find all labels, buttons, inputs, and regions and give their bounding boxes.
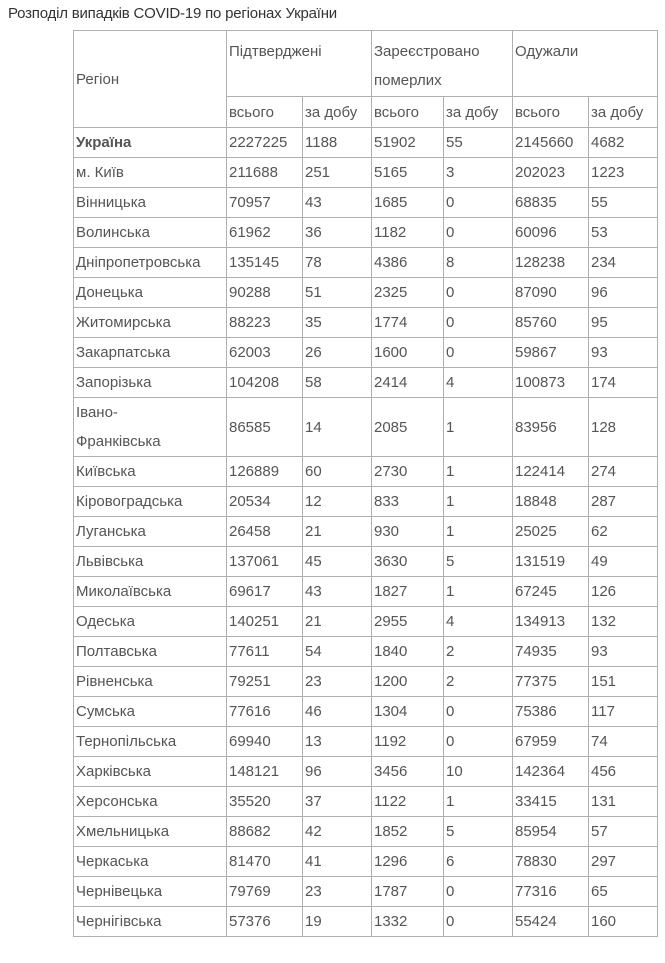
deaths-daily: 1 xyxy=(444,398,513,457)
recovered-daily: 95 xyxy=(589,308,658,338)
region-name: Чернігівська xyxy=(74,907,227,937)
confirmed-total: 26458 xyxy=(227,517,303,547)
region-name: Рівненська xyxy=(74,667,227,697)
confirmed-total: 86585 xyxy=(227,398,303,457)
region-name: Хмельницька xyxy=(74,817,227,847)
confirmed-daily: 60 xyxy=(303,457,372,487)
deaths-total: 1840 xyxy=(372,637,444,667)
recovered-total: 77375 xyxy=(513,667,589,697)
confirmed-total: 20534 xyxy=(227,487,303,517)
recovered-daily: 96 xyxy=(589,278,658,308)
region-name: Черкаська xyxy=(74,847,227,877)
confirmed-daily: 46 xyxy=(303,697,372,727)
deaths-total: 1192 xyxy=(372,727,444,757)
header-deaths: Зареєстровано померлих xyxy=(372,31,513,97)
region-name: Вінницька xyxy=(74,188,227,218)
recovered-total: 59867 xyxy=(513,338,589,368)
table-row xyxy=(74,188,658,218)
recovered-total: 33415 xyxy=(513,787,589,817)
region-name: Житомирська xyxy=(74,308,227,338)
confirmed-daily: 14 xyxy=(303,398,372,457)
confirmed-daily: 51 xyxy=(303,278,372,308)
recovered-daily: 128 xyxy=(589,398,658,457)
confirmed-total: 90288 xyxy=(227,278,303,308)
confirmed-daily: 54 xyxy=(303,637,372,667)
recovered-daily: 234 xyxy=(589,248,658,278)
recovered-daily: 4682 xyxy=(589,128,658,158)
confirmed-daily: 19 xyxy=(303,907,372,937)
region-name: Луганська xyxy=(74,517,227,547)
deaths-daily: 5 xyxy=(444,547,513,577)
deaths-total: 1600 xyxy=(372,338,444,368)
confirmed-total: 135145 xyxy=(227,248,303,278)
region-name: Запорізька xyxy=(74,368,227,398)
deaths-daily: 55 xyxy=(444,128,513,158)
recovered-total: 55424 xyxy=(513,907,589,937)
recovered-total: 18848 xyxy=(513,487,589,517)
header-confirmed-total: всього xyxy=(227,97,303,128)
deaths-daily: 0 xyxy=(444,218,513,248)
deaths-daily: 3 xyxy=(444,158,513,188)
recovered-daily: 274 xyxy=(589,457,658,487)
deaths-total: 1827 xyxy=(372,577,444,607)
deaths-total: 1200 xyxy=(372,667,444,697)
confirmed-total: 61962 xyxy=(227,218,303,248)
table-row xyxy=(74,637,658,667)
deaths-total: 930 xyxy=(372,517,444,547)
confirmed-total: 140251 xyxy=(227,607,303,637)
deaths-total: 1182 xyxy=(372,218,444,248)
recovered-daily: 74 xyxy=(589,727,658,757)
recovered-total: 134913 xyxy=(513,607,589,637)
recovered-daily: 117 xyxy=(589,697,658,727)
header-confirmed-daily: за добу xyxy=(303,97,372,128)
deaths-total: 1774 xyxy=(372,308,444,338)
deaths-daily: 4 xyxy=(444,607,513,637)
deaths-total: 4386 xyxy=(372,248,444,278)
deaths-total: 2730 xyxy=(372,457,444,487)
confirmed-daily: 251 xyxy=(303,158,372,188)
deaths-daily: 0 xyxy=(444,278,513,308)
confirmed-total: 81470 xyxy=(227,847,303,877)
recovered-daily: 287 xyxy=(589,487,658,517)
table-row xyxy=(74,907,658,937)
confirmed-daily: 96 xyxy=(303,757,372,787)
recovered-daily: 151 xyxy=(589,667,658,697)
table-row xyxy=(74,128,658,158)
recovered-daily: 53 xyxy=(589,218,658,248)
confirmed-total: 79769 xyxy=(227,877,303,907)
recovered-total: 122414 xyxy=(513,457,589,487)
table-row xyxy=(74,697,658,727)
deaths-daily: 0 xyxy=(444,338,513,368)
header-region: Регіон xyxy=(74,31,227,128)
deaths-daily: 1 xyxy=(444,487,513,517)
deaths-daily: 1 xyxy=(444,577,513,607)
recovered-total: 2145660 xyxy=(513,128,589,158)
recovered-daily: 49 xyxy=(589,547,658,577)
table-row xyxy=(74,368,658,398)
deaths-total: 2955 xyxy=(372,607,444,637)
confirmed-daily: 45 xyxy=(303,547,372,577)
deaths-total: 1296 xyxy=(372,847,444,877)
recovered-daily: 131 xyxy=(589,787,658,817)
table-row xyxy=(74,398,658,457)
confirmed-total: 69940 xyxy=(227,727,303,757)
region-name: Одеська xyxy=(74,607,227,637)
confirmed-daily: 1188 xyxy=(303,128,372,158)
recovered-daily: 93 xyxy=(589,338,658,368)
recovered-total: 100873 xyxy=(513,368,589,398)
confirmed-daily: 23 xyxy=(303,667,372,697)
confirmed-daily: 78 xyxy=(303,248,372,278)
confirmed-total: 148121 xyxy=(227,757,303,787)
header-recovered-total: всього xyxy=(513,97,589,128)
deaths-total: 1122 xyxy=(372,787,444,817)
confirmed-daily: 35 xyxy=(303,308,372,338)
confirmed-total: 77616 xyxy=(227,697,303,727)
confirmed-daily: 26 xyxy=(303,338,372,368)
region-name: Полтавська xyxy=(74,637,227,667)
deaths-daily: 5 xyxy=(444,817,513,847)
recovered-total: 85760 xyxy=(513,308,589,338)
recovered-total: 85954 xyxy=(513,817,589,847)
confirmed-total: 57376 xyxy=(227,907,303,937)
confirmed-daily: 21 xyxy=(303,517,372,547)
table-row xyxy=(74,757,658,787)
recovered-total: 74935 xyxy=(513,637,589,667)
region-name: Миколаївська xyxy=(74,577,227,607)
recovered-daily: 160 xyxy=(589,907,658,937)
recovered-daily: 57 xyxy=(589,817,658,847)
confirmed-daily: 37 xyxy=(303,787,372,817)
region-name: Сумська xyxy=(74,697,227,727)
region-name: Івано- Франківська xyxy=(74,398,227,457)
region-name: Київська xyxy=(74,457,227,487)
deaths-total: 3630 xyxy=(372,547,444,577)
recovered-total: 83956 xyxy=(513,398,589,457)
confirmed-daily: 41 xyxy=(303,847,372,877)
recovered-total: 67959 xyxy=(513,727,589,757)
recovered-total: 67245 xyxy=(513,577,589,607)
recovered-total: 202023 xyxy=(513,158,589,188)
table-row xyxy=(74,457,658,487)
recovered-total: 60096 xyxy=(513,218,589,248)
table-row xyxy=(74,607,658,637)
header-recovered-daily: за добу xyxy=(589,97,658,128)
recovered-total: 131519 xyxy=(513,547,589,577)
table-row xyxy=(74,667,658,697)
recovered-daily: 297 xyxy=(589,847,658,877)
region-name: Херсонська xyxy=(74,787,227,817)
table-row xyxy=(74,787,658,817)
confirmed-total: 88223 xyxy=(227,308,303,338)
table-row xyxy=(74,487,658,517)
table-row xyxy=(74,577,658,607)
region-name: Чернівецька xyxy=(74,877,227,907)
deaths-total: 2414 xyxy=(372,368,444,398)
table-row xyxy=(74,877,658,907)
deaths-total: 2325 xyxy=(372,278,444,308)
table-row xyxy=(74,158,658,188)
deaths-daily: 0 xyxy=(444,188,513,218)
deaths-total: 1787 xyxy=(372,877,444,907)
region-name: Дніпропетровська xyxy=(74,248,227,278)
region-name: Закарпатська xyxy=(74,338,227,368)
recovered-total: 87090 xyxy=(513,278,589,308)
table-row xyxy=(74,517,658,547)
deaths-daily: 0 xyxy=(444,308,513,338)
confirmed-total: 2227225 xyxy=(227,128,303,158)
confirmed-total: 137061 xyxy=(227,547,303,577)
confirmed-daily: 21 xyxy=(303,607,372,637)
deaths-daily: 1 xyxy=(444,517,513,547)
recovered-daily: 132 xyxy=(589,607,658,637)
confirmed-total: 77611 xyxy=(227,637,303,667)
header-confirmed: Підтверджені xyxy=(227,31,372,97)
covid-regions-table xyxy=(73,30,658,937)
confirmed-total: 70957 xyxy=(227,188,303,218)
confirmed-total: 79251 xyxy=(227,667,303,697)
table-row xyxy=(74,727,658,757)
deaths-daily: 0 xyxy=(444,697,513,727)
region-name: Кіровоградська xyxy=(74,487,227,517)
deaths-daily: 0 xyxy=(444,727,513,757)
confirmed-daily: 23 xyxy=(303,877,372,907)
deaths-total: 2085 xyxy=(372,398,444,457)
recovered-daily: 65 xyxy=(589,877,658,907)
deaths-total: 833 xyxy=(372,487,444,517)
recovered-total: 142364 xyxy=(513,757,589,787)
confirmed-daily: 36 xyxy=(303,218,372,248)
confirmed-daily: 13 xyxy=(303,727,372,757)
deaths-daily: 6 xyxy=(444,847,513,877)
region-name: Львівська xyxy=(74,547,227,577)
confirmed-total: 62003 xyxy=(227,338,303,368)
table-row xyxy=(74,248,658,278)
deaths-daily: 1 xyxy=(444,457,513,487)
recovered-daily: 456 xyxy=(589,757,658,787)
recovered-total: 68835 xyxy=(513,188,589,218)
region-name: Волинська xyxy=(74,218,227,248)
table-row xyxy=(74,308,658,338)
recovered-daily: 1223 xyxy=(589,158,658,188)
deaths-total: 5165 xyxy=(372,158,444,188)
confirmed-total: 69617 xyxy=(227,577,303,607)
recovered-daily: 62 xyxy=(589,517,658,547)
header-recovered: Одужали xyxy=(513,31,658,97)
recovered-total: 25025 xyxy=(513,517,589,547)
deaths-total: 1304 xyxy=(372,697,444,727)
deaths-total: 1852 xyxy=(372,817,444,847)
confirmed-total: 35520 xyxy=(227,787,303,817)
deaths-daily: 1 xyxy=(444,787,513,817)
header-deaths-total: всього xyxy=(372,97,444,128)
recovered-daily: 174 xyxy=(589,368,658,398)
table-row xyxy=(74,817,658,847)
table-row xyxy=(74,278,658,308)
recovered-total: 128238 xyxy=(513,248,589,278)
confirmed-daily: 12 xyxy=(303,487,372,517)
confirmed-total: 211688 xyxy=(227,158,303,188)
deaths-daily: 2 xyxy=(444,637,513,667)
confirmed-daily: 42 xyxy=(303,817,372,847)
header-deaths-daily: за добу xyxy=(444,97,513,128)
confirmed-daily: 43 xyxy=(303,577,372,607)
region-name: Україна xyxy=(74,128,227,158)
table-row xyxy=(74,547,658,577)
confirmed-total: 88682 xyxy=(227,817,303,847)
confirmed-daily: 43 xyxy=(303,188,372,218)
deaths-total: 3456 xyxy=(372,757,444,787)
region-name: Донецька xyxy=(74,278,227,308)
deaths-daily: 4 xyxy=(444,368,513,398)
deaths-daily: 0 xyxy=(444,877,513,907)
deaths-daily: 8 xyxy=(444,248,513,278)
recovered-total: 78830 xyxy=(513,847,589,877)
recovered-total: 77316 xyxy=(513,877,589,907)
table-row xyxy=(74,847,658,877)
deaths-total: 1685 xyxy=(372,188,444,218)
deaths-total: 51902 xyxy=(372,128,444,158)
page-title: Розподіл випадків COVID-19 по регіонах України xyxy=(8,5,337,22)
region-name: м. Київ xyxy=(74,158,227,188)
deaths-daily: 2 xyxy=(444,667,513,697)
deaths-daily: 0 xyxy=(444,907,513,937)
recovered-daily: 93 xyxy=(589,637,658,667)
recovered-daily: 126 xyxy=(589,577,658,607)
table-row xyxy=(74,218,658,248)
confirmed-total: 126889 xyxy=(227,457,303,487)
region-name: Харківська xyxy=(74,757,227,787)
recovered-daily: 55 xyxy=(589,188,658,218)
confirmed-total: 104208 xyxy=(227,368,303,398)
confirmed-daily: 58 xyxy=(303,368,372,398)
region-name: Тернопільська xyxy=(74,727,227,757)
deaths-total: 1332 xyxy=(372,907,444,937)
deaths-daily: 10 xyxy=(444,757,513,787)
table-row xyxy=(74,338,658,368)
recovered-total: 75386 xyxy=(513,697,589,727)
